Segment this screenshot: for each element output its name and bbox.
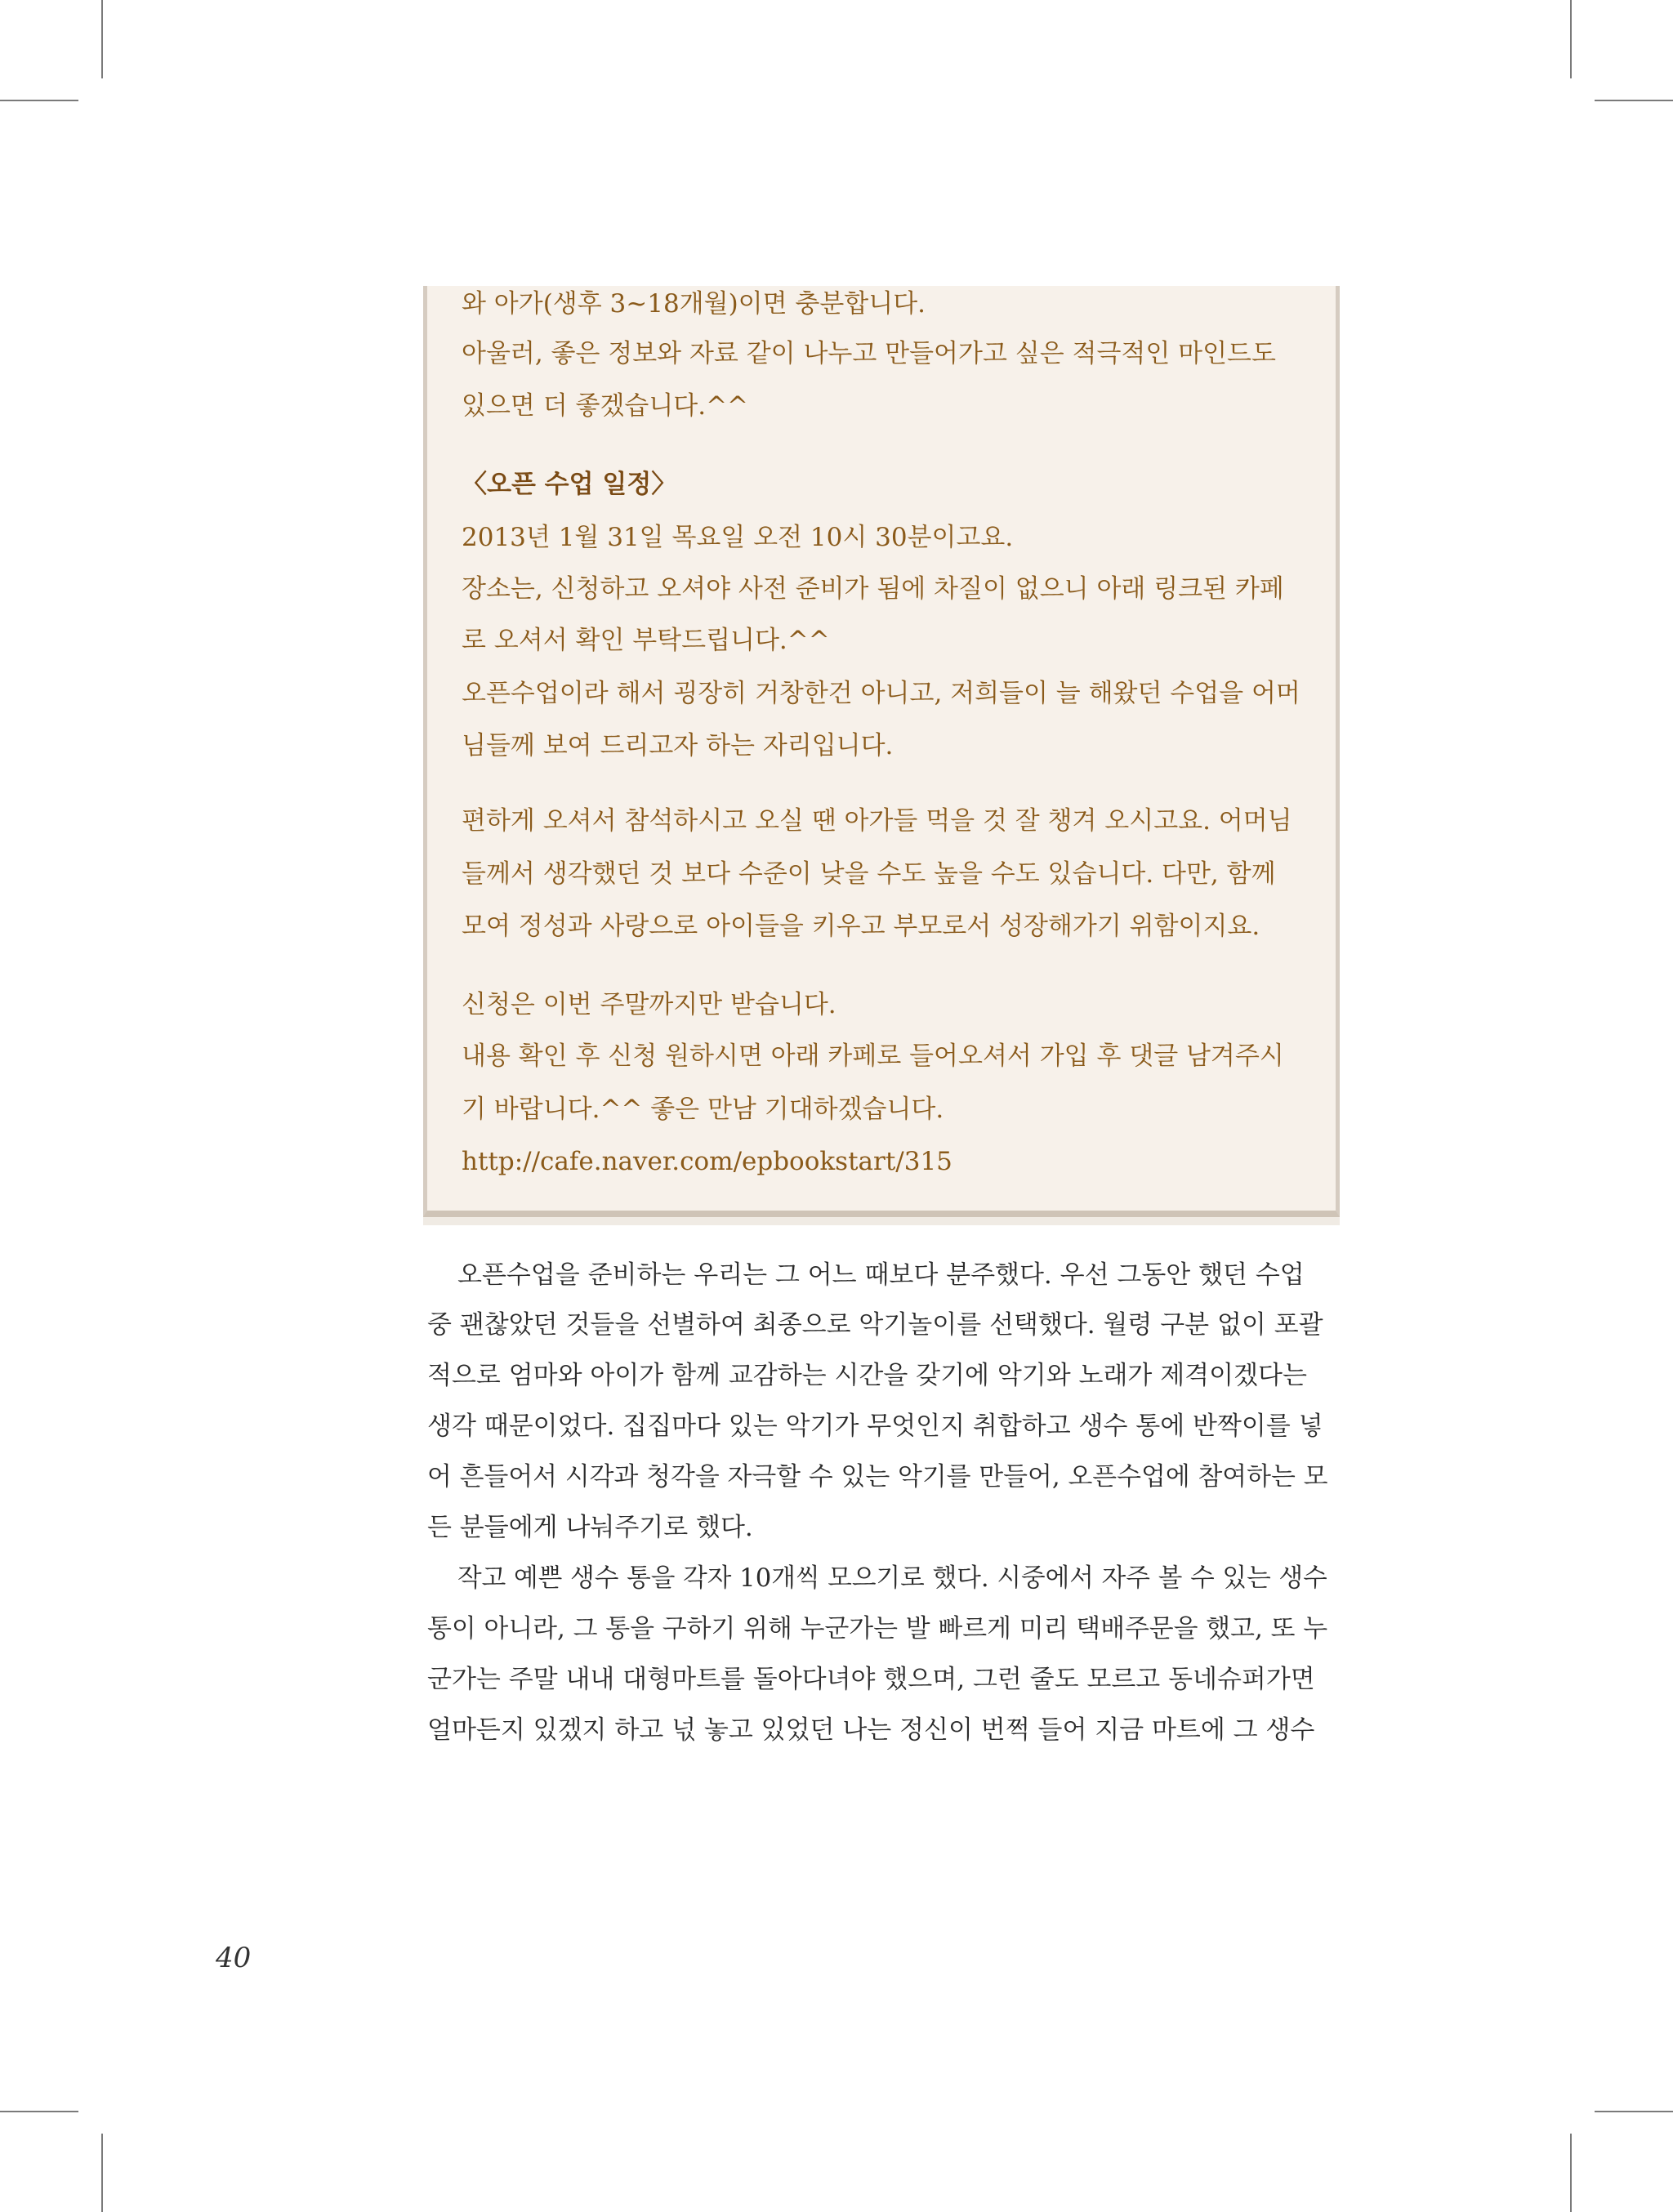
note-line: 모여 정성과 사랑으로 아이들을 키우고 부모로서 성장해가기 위함이지요. <box>462 912 1260 941</box>
body-line: 군가는 주말 내내 대형마트를 돌아다녀야 했으며, 그런 줄도 모르고 동네슈퍼가면 <box>427 1665 1315 1694</box>
note-line: 내용 확인 후 신청 원하시면 아래 카페로 들어오셔서 가입 후 댓글 남겨주시 <box>462 1041 1284 1071</box>
body-line: 어 흔들어서 시각과 청각을 자극할 수 있는 악기를 만들어, 오픈수업에 참여하는 모 <box>427 1462 1328 1492</box>
note-heading: 〈오픈 수업 일정〉 <box>462 470 677 499</box>
body-line: 중 괜찮았던 것들을 선별하여 최종으로 악기놀이를 선택했다. 월령 구분 없이 포괄 <box>427 1310 1323 1340</box>
note-line: 장소는, 신청하고 오셔야 사전 준비가 됨에 차질이 없으니 아래 링크된 카페 <box>462 574 1284 604</box>
body-line: 생각 때문이었다. 집집마다 있는 악기가 무엇인지 취합하고 생수 통에 반짝이를 넣 <box>427 1411 1323 1441</box>
body-line: 얼마든지 있겠지 하고 넋 놓고 있었던 나는 정신이 번쩍 들어 지금 마트에 그 생수 <box>427 1715 1315 1745</box>
crop-mark-bottom-left-vertical <box>101 2134 103 2212</box>
note-line: 신청은 이번 주말까지만 받습니다. <box>462 990 836 1019</box>
note-line: 와 아가(생후 3~18개월)이면 충분합니다. <box>462 289 926 319</box>
crop-mark-bottom-right-horizontal <box>1595 2111 1673 2112</box>
note-line: 로 오셔서 확인 부탁드립니다.^^ <box>462 626 830 655</box>
body-line: 든 분들에게 나눠주기로 했다. <box>427 1513 753 1542</box>
body-line: 통이 아니라, 그 통을 구하기 위해 누군가는 발 빠르게 미리 택배주문을 했고, 또 누 <box>427 1614 1328 1643</box>
body-line: 오픈수업을 준비하는 우리는 그 어느 때보다 분주했다. 우선 그동안 했던 수업 <box>457 1260 1305 1290</box>
note-line: 오픈수업이라 해서 굉장히 거창한건 아니고, 저희들이 늘 해왔던 수업을 어머 <box>462 679 1300 708</box>
crop-mark-top-left-vertical <box>101 0 103 78</box>
crop-mark-bottom-left-horizontal <box>0 2111 78 2112</box>
crop-mark-top-right-horizontal <box>1595 100 1673 101</box>
page-number: 40 <box>216 1942 252 1974</box>
note-link: http://cafe.naver.com/epbookstart/315 <box>462 1147 952 1176</box>
body-line: 적으로 엄마와 아이가 함께 교감하는 시간을 갖기에 악기와 노래가 제격이겠다는 <box>427 1361 1307 1390</box>
note-line: 기 바랍니다.^^ 좋은 만남 기대하겠습니다. <box>462 1095 944 1124</box>
note-line: 님들께 보여 드리고자 하는 자리입니다. <box>462 731 894 760</box>
note-line: 들께서 생각했던 것 보다 수준이 낮을 수도 높을 수도 있습니다. 다만, 함께 <box>462 859 1276 889</box>
body-line: 작고 예쁜 생수 통을 각자 10개씩 모으기로 했다. 시중에서 자주 볼 수 있는 생수 <box>457 1563 1327 1593</box>
note-line: 있으면 더 좋겠습니다.^^ <box>462 391 749 421</box>
note-line: 편하게 오셔서 참석하시고 오실 땐 아가들 먹을 것 잘 챙겨 오시고요. 어머님 <box>462 806 1292 836</box>
crop-mark-top-left-horizontal <box>0 100 78 101</box>
note-line: 아울러, 좋은 정보와 자료 같이 나누고 만들어가고 싶은 적극적인 마인드도 <box>462 339 1276 368</box>
crop-mark-top-right-vertical <box>1570 0 1572 78</box>
note-line: 2013년 1월 31일 목요일 오전 10시 30분이고요. <box>462 523 1014 552</box>
crop-mark-bottom-right-vertical <box>1570 2134 1572 2212</box>
